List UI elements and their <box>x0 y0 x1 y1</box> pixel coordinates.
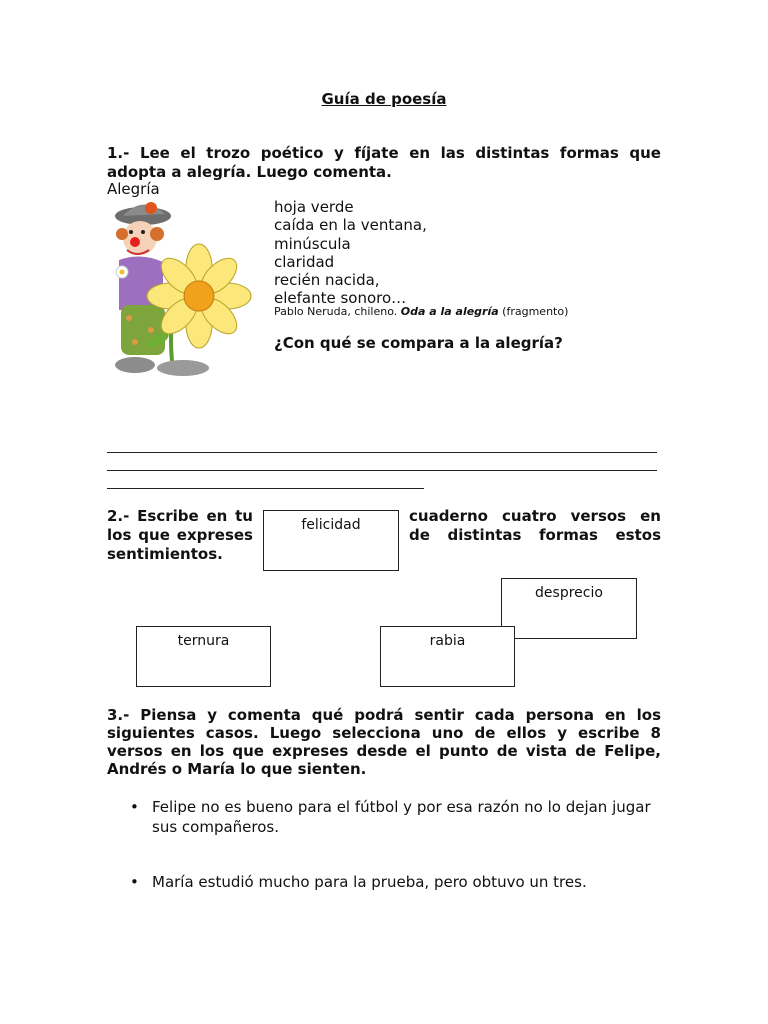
poem-line: elefante sonoro… <box>274 289 407 308</box>
bullet-icon: • <box>130 873 139 891</box>
question-2-line: cuaderno cuatro versos en <box>409 507 661 525</box>
question-2-line: sentimientos. <box>107 545 223 563</box>
question-1-instruction: Lee el trozo poético y fíjate en las distintas formas que adopta a alegría. Luego comenta. <box>107 144 661 181</box>
question-2-number: 2.- <box>107 507 130 525</box>
question-2-line: los que expreses <box>107 526 253 544</box>
poem-line: claridad <box>274 252 335 271</box>
question-3-number: 3.- <box>107 706 130 724</box>
question-2-line: Escribe en tu <box>137 507 253 525</box>
question-3-instruction: Piensa y comenta qué podrá sentir cada persona en los siguientes casos. Luego selecciona uno de ellos y escribe 8 versos en los que expreses desde el punto de vista de Felipe, Andrés o María lo que sienten. <box>107 706 661 778</box>
answer-line[interactable] <box>107 452 657 453</box>
question-2-line: de distintas formas estos <box>409 526 661 544</box>
poem-line: hoja verde <box>274 198 354 216</box>
credit-suffix: (fragmento) <box>502 305 569 318</box>
poem-line: caída en la ventana, <box>274 216 427 235</box>
list-item-text: María estudió mucho para la prueba, pero obtuvo un tres. <box>152 873 587 891</box>
answer-line[interactable] <box>107 470 657 471</box>
emotion-box-desprecio: desprecio <box>501 578 637 639</box>
bullet-icon: • <box>130 798 139 816</box>
credit-author: Pablo Neruda, chileno. <box>274 305 398 318</box>
question-1-text <box>107 144 661 182</box>
clown-with-flower-illustration <box>113 200 253 380</box>
emotion-box-felicidad: felicidad <box>263 510 399 571</box>
poem-line: minúscula <box>274 234 351 253</box>
emotion-box-rabia: rabia <box>380 626 515 687</box>
poem-credit <box>274 305 568 318</box>
question-1-prompt: ¿Con qué se compara a la alegría? <box>274 334 563 352</box>
page-title: Guía de poesía <box>321 90 447 108</box>
credit-work: Oda a la alegría <box>400 305 499 318</box>
poem-title: Alegría <box>107 180 160 198</box>
question-1-number: 1.- <box>107 144 130 162</box>
poem-line: recién nacida, <box>274 271 380 290</box>
list-item-text: Felipe no es bueno para el fútbol y por esa razón no lo dejan jugar sus compañeros. <box>152 798 651 836</box>
emotion-box-ternura: ternura <box>136 626 271 687</box>
answer-line[interactable] <box>107 488 424 489</box>
question-3-text <box>107 706 661 778</box>
poem-text <box>274 198 427 308</box>
